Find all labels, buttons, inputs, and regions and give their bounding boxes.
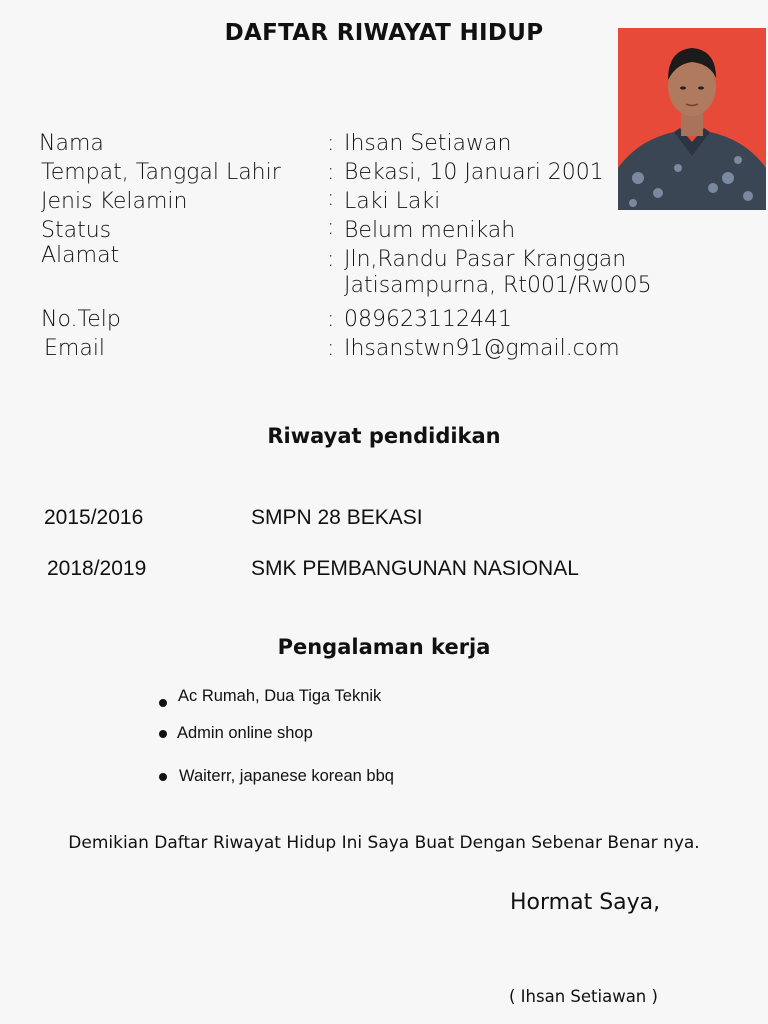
jenis-kelamin-value: Laki Laki [344, 189, 441, 214]
work-heading: Pengalaman kerja [277, 635, 491, 659]
ttl-label: Tempat, Tanggal Lahir [41, 160, 281, 185]
education-heading: Riwayat pendidikan [267, 424, 501, 448]
education-school: SMPN 28 BEKASI [251, 506, 423, 529]
alamat-value-line1: Jln,Randu Pasar Kranggan [344, 247, 627, 272]
colon: : [327, 307, 335, 332]
colon: : [327, 215, 335, 240]
education-year: 2015/2016 [44, 506, 144, 529]
email-label: Email [44, 336, 106, 361]
jenis-kelamin-label: Jenis Kelamin [41, 189, 188, 214]
telp-label: No.Telp [41, 307, 121, 332]
bullet-icon [159, 730, 167, 738]
colon: : [327, 160, 335, 185]
closing-statement: Demikian Daftar Riwayat Hidup Ini Saya Buat Dengan Sebenar Benar nya. [68, 833, 700, 853]
work-item: Waiterr, japanese korean bbq [179, 767, 394, 785]
education-school: SMK PEMBANGUNAN NASIONAL [251, 557, 579, 580]
alamat-label: Alamat [41, 243, 120, 268]
colon: : [327, 131, 335, 156]
email-value: Ihsanstwn91@gmail.com [344, 336, 620, 361]
bullet-icon [159, 699, 167, 707]
signature-name: ( Ihsan Setiawan ) [509, 987, 658, 1006]
education-year: 2018/2019 [47, 557, 147, 580]
telp-value: 089623112441 [344, 307, 512, 332]
ttl-value: Bekasi, 10 Januari 2001 [344, 160, 604, 185]
signature-greeting: Hormat Saya, [510, 890, 661, 915]
person-photo [618, 28, 766, 210]
colon: : [327, 336, 335, 361]
bullet-icon [159, 773, 167, 781]
status-label: Status [41, 218, 112, 243]
status-value: Belum menikah [344, 218, 516, 243]
alamat-value-line2: Jatisampurna, Rt001/Rw005 [344, 273, 652, 298]
work-item: Ac Rumah, Dua Tiga Teknik [178, 687, 382, 705]
colon: : [327, 247, 335, 272]
nama-value: Ihsan Setiawan [344, 131, 512, 156]
work-item: Admin online shop [177, 724, 313, 742]
document-title: DAFTAR RIWAYAT HIDUP [224, 20, 544, 46]
colon: : [327, 186, 335, 211]
nama-label: Nama [39, 131, 104, 156]
